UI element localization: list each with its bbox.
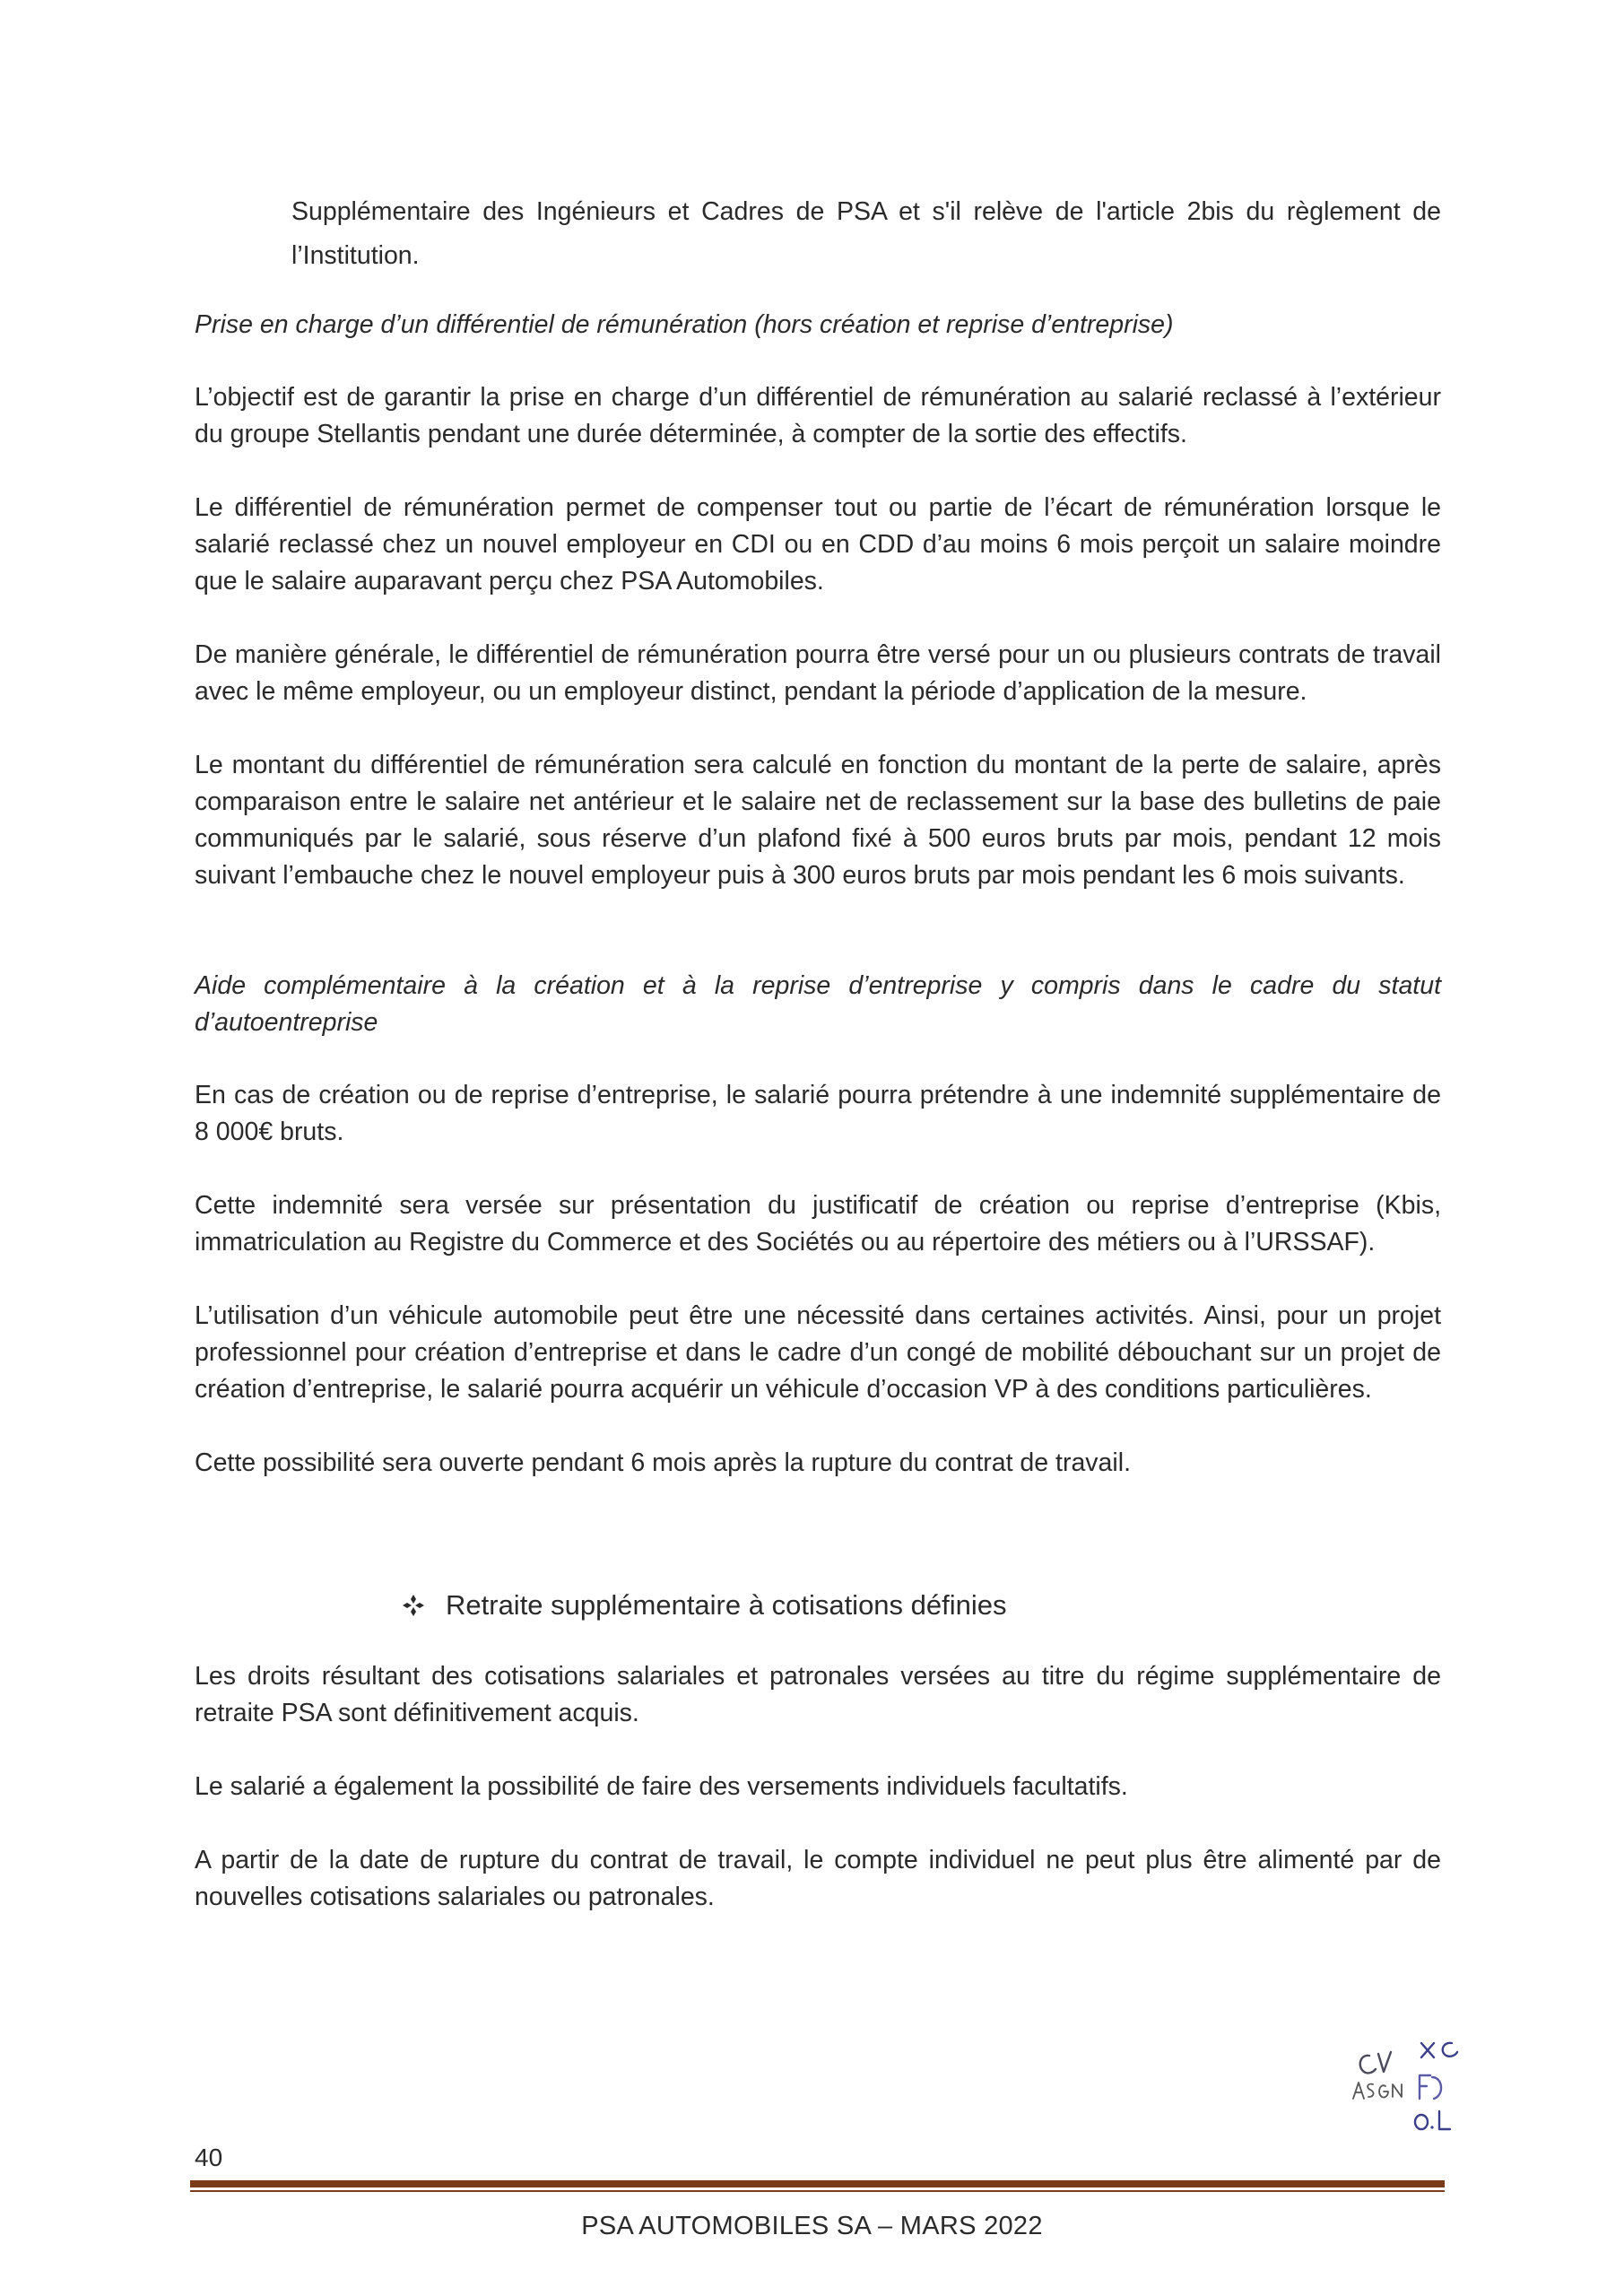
footer-rule-thin (190, 2190, 1445, 2192)
paragraph-indemnite: En cas de création ou de reprise d’entreprise, le salarié pourra prétendre à une indemnité supplémentaire de 8 000€ bruts. (195, 1081, 1441, 1146)
paragraph-montant: Le montant du différentiel de rémunération sera calculé en fonction du montant de la perte de salaire, après comparaison entre le salaire net antérieur et le salaire net de reclassement sur la base des bulletins de paie communiqués par le salarié, sous réserve d’un plafond fixé à 500 euros bruts par mois, pendant 12 mois suivant l’embauche chez le nouvel employeur puis à 300 euros bruts par mois pendant les 6 mois suivants. (195, 751, 1441, 890)
section-heading-text: Retraite supplémentaire à cotisations définies (446, 1589, 1007, 1621)
paragraph-vehicule: L’utilisation d’un véhicule automobile peut être une nécessité dans certaines activités. Ainsi, pour un projet professionnel pour création d’entreprise et dans le cadre d’un congé de mobilité débouchant sur un projet de création d’entreprise, le salarié pourra acquérir un véhicule d’occasion VP à des conditions particulières. (195, 1301, 1441, 1404)
paragraph-versements: Le salarié a également la possibilité de faire des versements individuels facultatifs. (195, 1772, 1128, 1801)
page-number: 40 (195, 2144, 223, 2171)
subheading-differentiel: Prise en charge d’un différentiel de rémunération (hors création et reprise d’entreprise) (195, 310, 1174, 339)
page-body (195, 190, 1441, 1916)
section-heading-retraite (403, 1586, 1441, 1625)
paragraph-justificatif: Cette indemnité sera versée sur présentation du justificatif de création ou reprise d’entreprise (Kbis, immatriculation au Registre du Commerce et des Sociétés ou au répertoire des métiers ou à l’URSSAF). (195, 1191, 1441, 1257)
paragraph-contrats: De manière générale, le différentiel de rémunération pourra être versé pour un ou plusieurs contrats de travail avec le même employeur, ou un employeur distinct, pendant la période d’application de la mesure. (195, 640, 1441, 706)
paragraph-compensation: Le différentiel de rémunération permet de compenser tout ou partie de l’écart de rémunération lorsque le salarié reclassé chez un nouvel employeur en CDI ou en CDD d’au moins 6 mois perçoit un salaire moindre que le salaire auparavant perçu chez PSA Automobiles. (195, 493, 1441, 596)
paragraph-objectif: L’objectif est de garantir la prise en charge d’un différentiel de rémunération au salarié reclassé à l’extérieur du groupe Stellantis pendant une durée déterminée, à compter de la sortie des effectifs. (195, 383, 1441, 448)
paragraph-droits: Les droits résultant des cotisations salariales et patronales versées au titre du régime supplémentaire de retraite PSA sont définitivement acquis. (195, 1662, 1441, 1727)
handwritten-initials (1350, 2036, 1493, 2144)
footer-text: PSA AUTOMOBILES SA – MARS 2022 (581, 2212, 1043, 2240)
intro-continuation: Supplémentaire des Ingénieurs et Cadres de PSA et s'il relève de l'article 2bis du règlement de l’Institution. (291, 197, 1441, 270)
subheading-creation-entreprise: Aide complémentaire à la création et à la reprise d’entreprise y compris dans le cadre du statut d’autoentreprise (195, 971, 1441, 1037)
paragraph-rupture: A partir de la date de rupture du contrat de travail, le compte individuel ne peut plus être alimenté par de nouvelles cotisations salariales ou patronales. (195, 1846, 1441, 1911)
paragraph-possibilite: Cette possibilité sera ouverte pendant 6 mois après la rupture du contrat de travail. (195, 1448, 1131, 1477)
diamond-bullet-icon (403, 1595, 424, 1616)
footer-rule-thick (190, 2180, 1445, 2187)
